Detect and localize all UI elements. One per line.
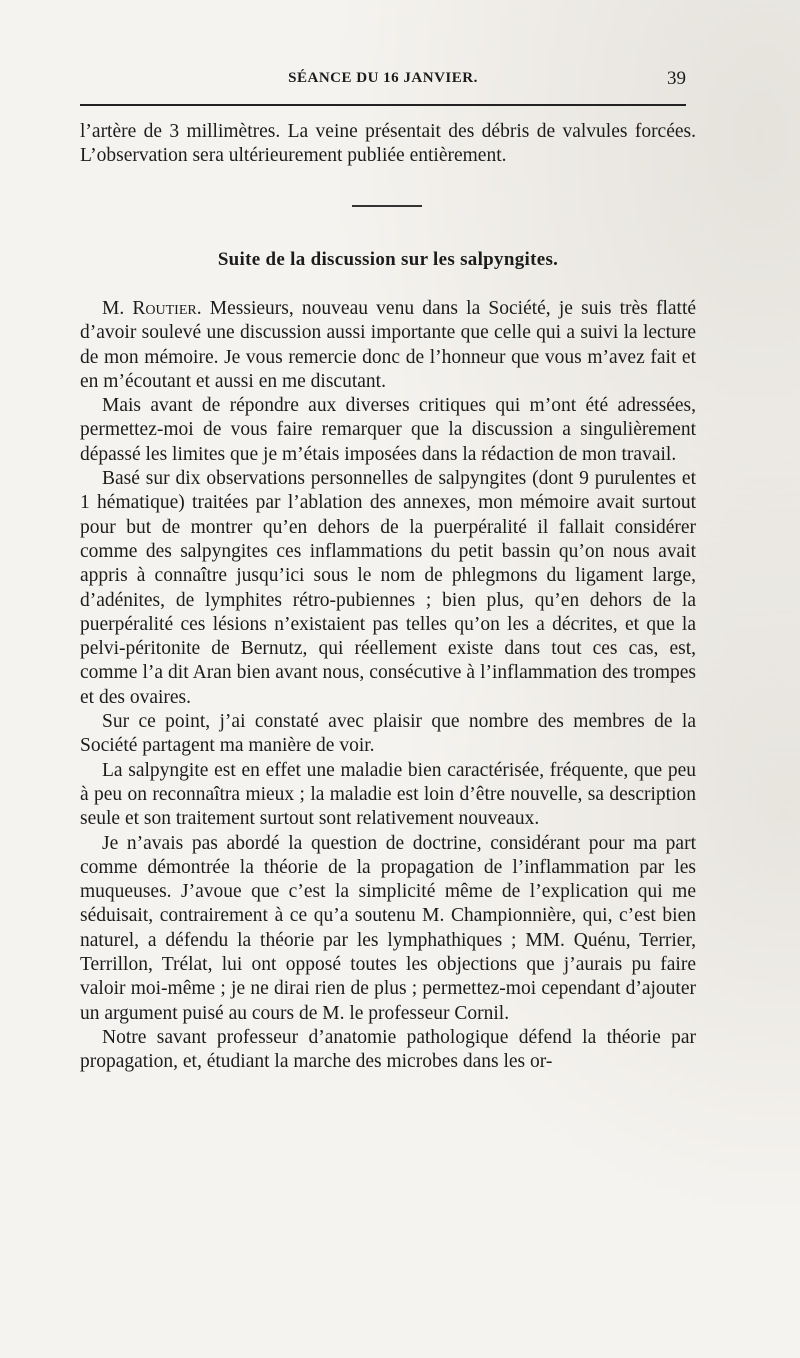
paragraph: Je n’avais pas abordé la question de doctrine, considérant pour ma part comme démontrée la théorie de la propagation de l’inflammation par les muqueuses. J’avoue que c’est la simplicité même de l’explication qui me séduisait, contrairement à ce qu’a soutenu M. Championnière, qui, c’est bien naturel, a défendu la théorie par les lymphathiques ; MM. Quénu, Terrier, Terrillon, Trélat, lui ont opposé toutes les objections que j’aurais pu faire valoir moi-même ; je ne dirai rien de plus ; permettez-moi cependant d’ajouter un argument puisé au cours de M. le professeur Cornil. [80,832,696,1024]
paragraph: Mais avant de répondre aux diverses critiques qui m’ont été adressées, permettez-moi de vous faire remarquer que la discussion a singulièrement dépassé les limites que je m’étais imposées dans la rédaction de mon travail. [80,395,696,465]
discussion-body [80,297,696,1075]
header-rule [80,104,686,106]
speaker-name: M. Routier. [102,298,202,319]
continuation-block [80,120,696,169]
paragraph: Notre savant professeur d’anatomie pathologique défend la théorie par propagation, et, étudiant la marche des microbes dans les or- [80,1026,696,1073]
page-header [80,64,686,104]
paragraph: Basé sur dix observations personnelles de salpyngites (dont 9 purulentes et 1 hématique) traitées par l’ablation des annexes, mon mémoire avait surtout pour but de montrer qu’en dehors de la puerpéralité il fallait considérer comme des salpyngites ces inflammations du petit bassin qu’on nous avait appris à connaître jusqu’ici sous le nom de phlegmons du ligament large, d’adénites, de lymphites rétro-pubiennes ; bien plus, qu’en dehors de la puerpéralité ces lésions n’existaient pas telles qu’on les a décrites, et que la pelvi-péritonite de Bernutz, qui réellement existe dans tout ces cas, est, comme l’a dit Aran bien avant nous, consécutive à l’inflammation des trompes et des ovaires. [80,468,696,708]
paragraph [80,297,696,394]
paragraph: Sur ce point, j’ai constaté avec plaisir que nombre des membres de la Société partagent ma manière de voir. [80,711,696,757]
paragraph-text: Messieurs, nouveau venu dans la Société, je suis très flatté d’avoir soulevé une discussion aussi importante que celle qui a suivi la lecture de mon mémoire. Je vous remercie donc de l’honneur que vous m’avez fait et en m’écoutant et aussi en me discutant. [80,298,697,392]
running-title: SÉANCE DU 16 JANVIER. [288,70,478,86]
section-separator [352,205,422,207]
page-number: 39 [667,68,686,89]
section-title: Suite de la discussion sur les salpyngites. [217,249,559,270]
paragraph: La salpyngite est en effet une maladie bien caractérisée, fréquente, que peu à peu on reconnaîtra mieux ; la maladie est loin d’être nouvelle, sa description seule et son traitement surtout sont relativement nouveaux. [80,759,696,830]
continuation-paragraph: l’artère de 3 millimètres. La veine présentait des débris de valvules forcées. L’observation sera ultérieurement publiée entièrement. [80,121,696,167]
